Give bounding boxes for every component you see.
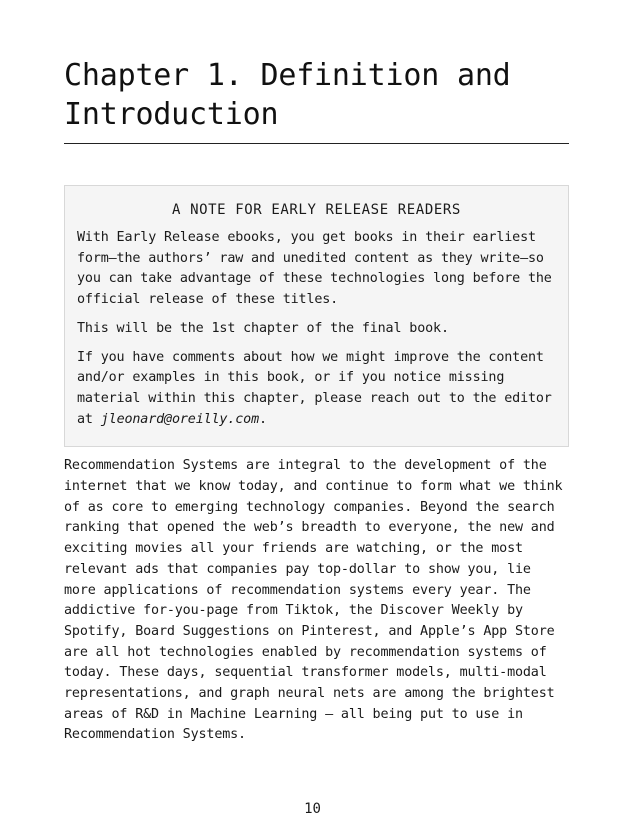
- editor-email-link[interactable]: jleonard@oreilly.com: [100, 411, 259, 427]
- note-paragraph-3-text: If you have comments about how we might improve the content and/or examples in this book, or if you notice missing material within this chapter, please reach out to the editor at: [77, 349, 552, 427]
- body-paragraph-1: Recommendation Systems are integral to the development of the internet that we know today, and continue to form what we think of as core to emerging technology companies. Beyond the search ranking that opened the web’s breadth to everyone, the new and exciting movies all your friends are watching, or the most relevant ads that companies pay top-dollar to show you, lie more applications of recommendation systems every year. The addictive for-you-page from Tiktok, the Discover Weekly by Spotify, Board Suggestions on Pinterest, and Apple’s App Store are all hot technologies enabled by recommendation systems of today. These days, sequential transformer models, multi-modal representations, and graph neural nets are among the brightest areas of R&D in Machine Learning – all being put to use in Recommendation Systems.: [64, 458, 563, 743]
- page-number: 10: [304, 801, 321, 817]
- page-content: [64, 56, 569, 746]
- note-paragraph-1: With Early Release ebooks, you get books in their earliest form—the authors’ raw and unedited content as they write—so you can take advantage of these technologies long before the official release of these titles.: [77, 230, 552, 308]
- note-heading: A NOTE FOR EARLY RELEASE READERS: [172, 202, 461, 218]
- chapter-title: Chapter 1. Definition and Introduction: [64, 58, 511, 132]
- title-divider: [64, 143, 569, 144]
- note-paragraph-2: This will be the 1st chapter of the final book.: [77, 320, 449, 336]
- early-release-note: [64, 185, 569, 447]
- note-paragraph-3-end: .: [259, 411, 267, 427]
- note-paragraph-3: [77, 348, 556, 431]
